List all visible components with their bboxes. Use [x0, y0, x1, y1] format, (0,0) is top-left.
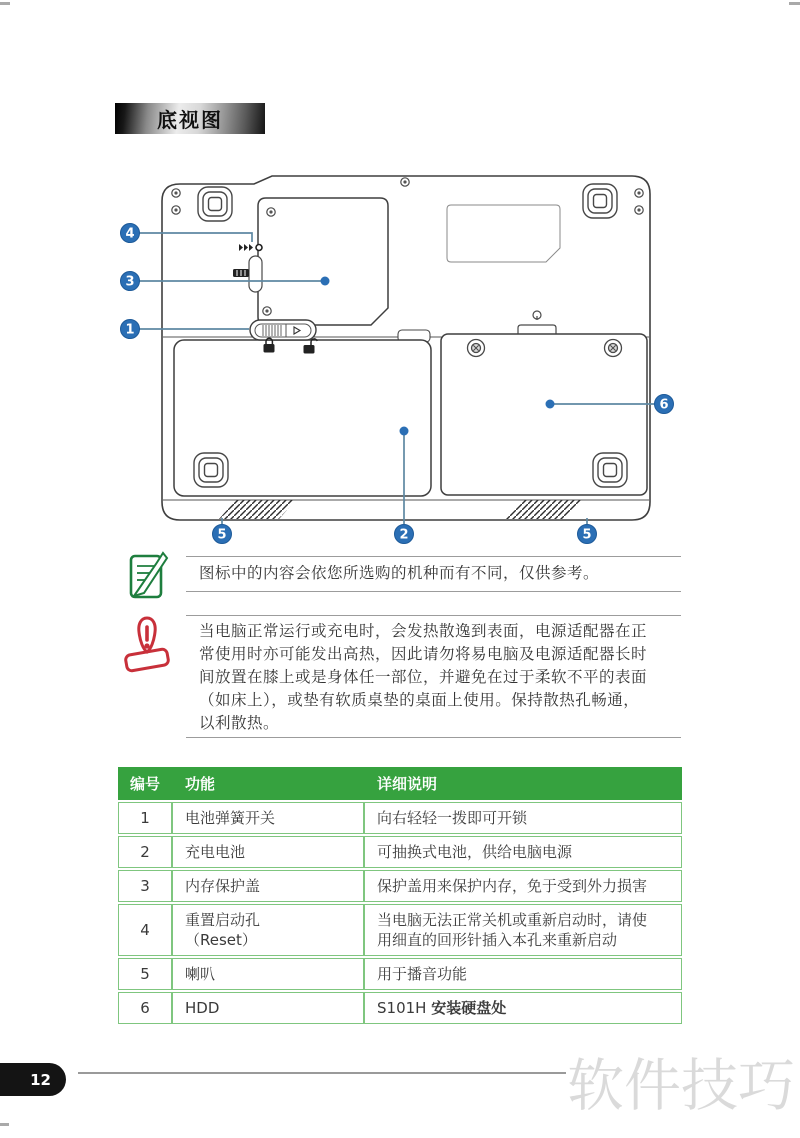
battery-latch [250, 320, 316, 340]
row-detail: 保护盖用来保护内存，免于受到外力损害 [364, 870, 682, 902]
row-number: 2 [118, 836, 172, 868]
warning-icon [119, 614, 175, 674]
callout-2: 2 [399, 527, 409, 543]
crop-mark-bottom-left [0, 1123, 9, 1126]
bottom-view-figure [0, 160, 800, 560]
row-detail: 当电脑无法正常关机或重新启动时，请使 用细直的回形针插入本孔来重新启动 [364, 904, 682, 956]
row-function: 电池弹簧开关 [172, 802, 364, 834]
parts-table [118, 765, 682, 1026]
row-detail-prefix: S101H [377, 999, 432, 1017]
callout-1: 1 [125, 322, 135, 338]
table-row [118, 904, 682, 956]
warning-text: 当电脑正常运行或充电时，会发热散逸到表面，电源适配器在正 常使用时亦可能发出高热，因此请勿将易电脑及电源适配器长时 间放置在膝上或是身体任一部位，并避免在过于柔软不平的表面 （如床上），或垫有软质桌垫的桌面上使用。保持散热孔畅通， 以利散热。 [199, 622, 648, 732]
callout-5-right: 5 [582, 527, 592, 543]
row-number: 3 [118, 870, 172, 902]
row-number: 5 [118, 958, 172, 990]
row-number: 6 [118, 992, 172, 1024]
col-header-number: 编号 [118, 767, 172, 800]
footer-rule [78, 1072, 566, 1074]
col-header-detail: 详细说明 [364, 767, 682, 800]
watermark-text: 软件技巧 [567, 1053, 795, 1119]
table-row [118, 958, 682, 990]
note-rule-top [186, 556, 681, 557]
page-number: 12 [30, 1070, 51, 1089]
memory-cover [258, 198, 388, 325]
row-number: 4 [118, 904, 172, 956]
crop-mark-top-left [0, 2, 10, 5]
row-detail: 用于播音功能 [364, 958, 682, 990]
col-header-function: 功能 [172, 767, 364, 800]
memory-module-icon [233, 269, 249, 277]
hdd-cover-tab [518, 325, 556, 334]
row-function: 充电电池 [172, 836, 364, 868]
page-number-tab [0, 1063, 66, 1096]
table-row [118, 836, 682, 868]
callout-5-left: 5 [217, 527, 227, 543]
table-header-row [118, 767, 682, 800]
row-detail: 向右轻轻一拨即可开锁 [364, 802, 682, 834]
table-row [118, 802, 682, 834]
callout-4: 4 [125, 226, 135, 242]
table-row [118, 870, 682, 902]
note-text: 图标中的内容会依您所选购的机种而有不同，仅供参考。 [199, 564, 600, 582]
row-detail-bold: 安装硬盘处 [431, 999, 507, 1017]
table-row [118, 992, 682, 1024]
row-function: HDD [172, 992, 364, 1024]
row-function: 内存保护盖 [172, 870, 364, 902]
warning-rule-top [186, 615, 681, 616]
note-icon [127, 550, 169, 602]
note-rule-bottom [186, 591, 681, 592]
row-number: 1 [118, 802, 172, 834]
callout-3: 3 [125, 274, 135, 290]
warning-rule-bottom [186, 737, 681, 738]
label-plate [447, 205, 560, 262]
section-title-badge [115, 103, 265, 134]
memory-cover-tab [249, 256, 262, 292]
section-title: 底视图 [157, 108, 223, 132]
row-function: 重置启动孔 （Reset） [172, 904, 364, 956]
row-detail: 可抽换式电池，供给电脑电源 [364, 836, 682, 868]
row-detail [364, 992, 682, 1024]
row-function: 喇叭 [172, 958, 364, 990]
crop-mark-top-right [789, 2, 800, 5]
callout-6: 6 [659, 397, 669, 413]
